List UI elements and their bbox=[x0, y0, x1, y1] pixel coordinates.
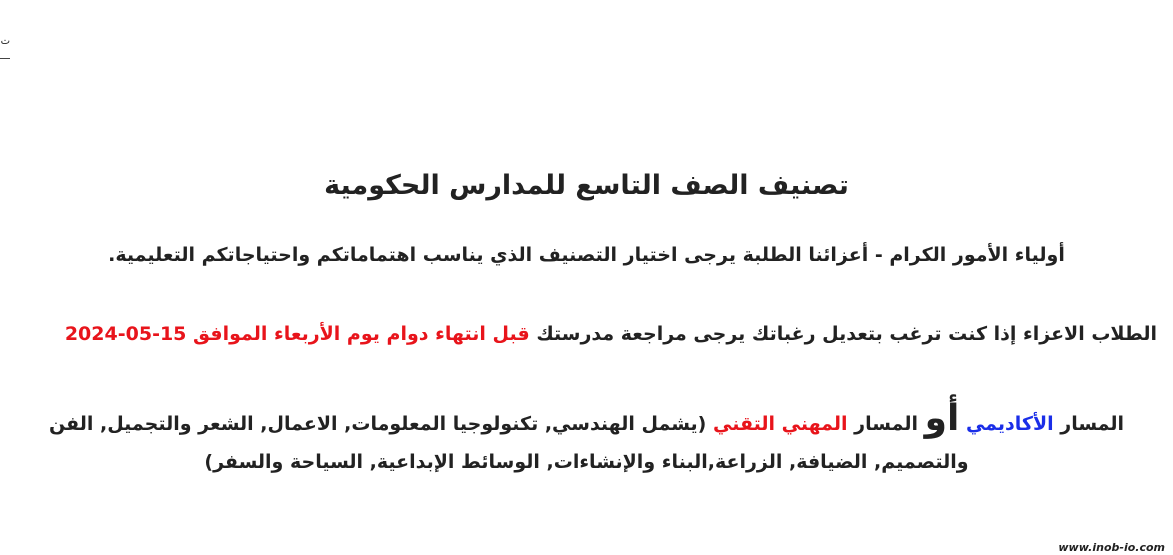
path-word-1: المسار bbox=[1060, 413, 1125, 435]
vocational-track: المهني التقني bbox=[712, 413, 848, 435]
deadline-highlight: قبل انتهاء دوام يوم الأربعاء الموافق 15-05-2024 bbox=[64, 323, 530, 345]
tracks-paragraph bbox=[0, 400, 1173, 481]
notice-text: الطلاب الاعزاء إذا كنت ترغب بتعديل رغباتك يرجى مراجعة مدرستك bbox=[536, 323, 1157, 345]
academic-track: الأكاديمي bbox=[965, 413, 1054, 435]
intro-paragraph: أولياء الأمور الكرام - أعزائنا الطلبة يرجى اختيار التصنيف الذي يناسب اهتماماتكم واحتياجاتكم التعليمية. bbox=[108, 244, 1065, 266]
vocational-details: (يشمل الهندسي, تكنولوجيا المعلومات, الاعمال, الشعر والتجميل, الفن والتصميم, الضيافة, الزراعة,البناء والإنشاءات, الوسائط الإبداعية, السياحة والسفر) bbox=[48, 413, 969, 473]
notice-paragraph bbox=[0, 323, 1157, 345]
watermark: www.inob-io.com bbox=[1058, 541, 1165, 554]
corner-link[interactable]: ت bbox=[0, 36, 10, 59]
page-title: تصنيف الصف التاسع للمدارس الحكومية bbox=[324, 170, 849, 201]
path-word-2: المسار bbox=[854, 413, 918, 435]
or-word: أو bbox=[924, 398, 960, 439]
